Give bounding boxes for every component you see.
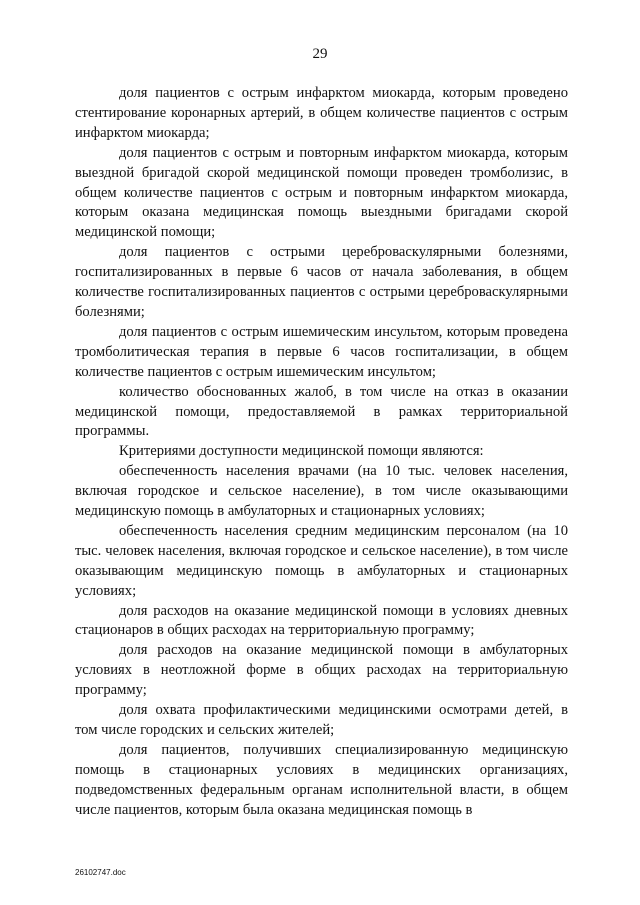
- paragraph-cerebrovascular-hospitalized: доля пациентов с острыми цереброваскулярными болезнями, госпитализированных в первые 6 часов от начала заболевания, в общем количестве госпитализированных пациентов с острыми цереброваскулярными болезнями;: [75, 244, 568, 320]
- paragraph-specialized-care-federal: доля пациентов, получивших специализированную медицинскую помощь в стационарных условиях в медицинских организациях, подведомственных федеральным органам исполнительной власти, в общем числе пациентов, которым была оказана медицинская помощь в: [75, 741, 568, 818]
- paragraph-thrombolysis-ambulance: доля пациентов с острым и повторным инфарктом миокарда, которым выездной бригадой скорой медицинской помощи проведен тромболизис, в общем количестве пациентов с острым и повторным инфарктом миокарда, которым оказана медицинская помощь выездными бригадами скорой медицинской помощи;: [75, 144, 568, 241]
- paragraph-ischemic-stroke-therapy: доля пациентов с острым ишемическим инсультом, которым проведена тромболитическая терапия в первые 6 часов госпитализации, в общем количестве пациентов с острым ишемическим инсультом;: [75, 323, 568, 380]
- page-number: 29: [312, 46, 328, 62]
- paragraph-accessibility-criteria-heading: Критериями доступности медицинской помощи являются:: [119, 443, 484, 460]
- document-file-reference: 26102747.doc: [75, 868, 126, 877]
- paragraph-nurses-provision: обеспеченность населения средним медицинским персоналом (на 10 тыс. человек населения, включая городское и сельское население), в том числе оказывающим медицинскую помощь в амбулаторных и стационарных условиях;: [75, 522, 568, 599]
- paragraph-stenting: доля пациентов с острым инфарктом миокарда, которым проведено стентирование коронарных артерий, в общем количестве пациентов с острым инфарктом миокарда;: [75, 85, 568, 141]
- paragraph-doctors-provision: обеспеченность населения врачами (на 10 тыс. человек населения, включая городское и сельское население), в том числе оказывающими медицинскую помощь в амбулаторных и стационарных условиях;: [75, 463, 568, 520]
- paragraph-urgent-outpatient-expenses: доля расходов на оказание медицинской помощи в амбулаторных условиях в неотложной форме в общих расходах на территориальную программу;: [75, 642, 568, 699]
- paragraph-children-checkups: доля охвата профилактическими медицинскими осмотрами детей, в том числе городских и сельских жителей;: [75, 702, 568, 738]
- paragraph-complaints: количество обоснованных жалоб, в том числе на отказ в оказании медицинской помощи, предоставляемой в рамках территориальной программы.: [75, 383, 568, 440]
- paragraph-day-hospital-expenses: доля расходов на оказание медицинской помощи в условиях дневных стационаров в общих расходах на территориальную программу;: [75, 602, 568, 639]
- document-body: [75, 84, 568, 821]
